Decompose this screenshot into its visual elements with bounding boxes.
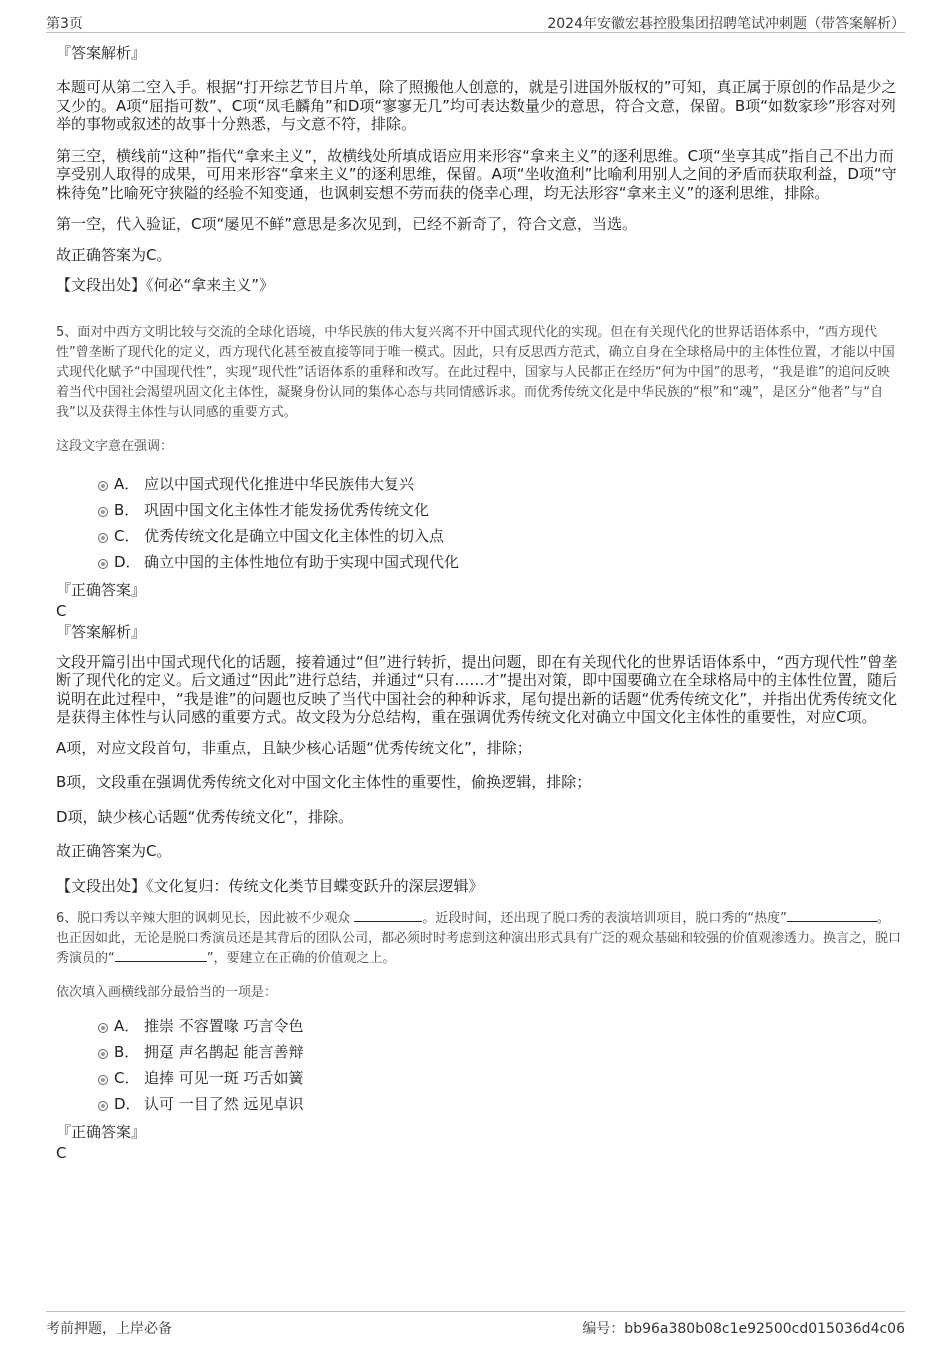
option-b[interactable]: B． 拥趸 声名鹊起 能言善辩 [56, 1039, 902, 1065]
page-footer [46, 1311, 905, 1338]
page-header [46, 10, 905, 33]
analysis-conclusion: 故正确答案为C。 [56, 842, 172, 860]
option-d[interactable]: D． 认可 一目了然 远见卓识 [56, 1091, 902, 1117]
answer-blank [354, 909, 422, 922]
analysis-paragraph: 第三空，横线前“这种”指代“拿来主义”，故横线处所填成语应用来形容“拿来主义”的逐利思维。C项“坐享其成”指自己不出力而享受别人取得的成果，可用来形容“拿来主义”的逐利思维，保留。A项“坐收渔利”比喻利用别人之间的矛盾而获取利益，D项“守株待兔”比喻死守狭隘的经验不知变通，也讽刺妄想不劳而获的侥幸心理，均无法形容“拿来主义”的逐利思维，排除。 [56, 146, 897, 202]
option-c[interactable]: C． 优秀传统文化是确立中国文化主体性的切入点 [56, 523, 902, 549]
analysis-paragraph: 文段开篇引出中国式现代化的话题，接着通过“但”进行转折，提出问题，即在有关现代化的世界话语体系中，“西方现代性”曾垄断了现代化的定义。后文通过“因此”进行总结，并通过“只有……才”提出对策，即中国要确立在全球格局中的主体性位置，随后说明在此过程中，“我是谁”的问题也反映了当代中国社会的种种诉求，尾句提出新的话题“优秀传统文化”，并指出优秀传统文化是获得主体性与认同感的重要方式。故文段为分总结构，重在强调优秀传统文化对确立中国文化主体性的重要性，对应C项。 [56, 652, 898, 726]
analysis-paragraph: B项，文段重在强调优秀传统文化对中国文化主体性的重要性，偷换逻辑，排除； [56, 773, 592, 791]
options-list [56, 1013, 902, 1117]
radio-icon[interactable] [98, 533, 108, 543]
question-prompt: 这段文字意在强调： [56, 438, 174, 454]
option-a[interactable]: A． 应以中国式现代化推进中华民族伟大复兴 [56, 471, 902, 497]
correct-answer: C [56, 1144, 67, 1162]
footer-slogan: 考前押题，上岸必备 [46, 1321, 172, 1337]
radio-icon[interactable] [98, 481, 108, 491]
analysis-paragraph: A项，对应文段首句，非重点，且缺少核心话题“优秀传统文化”，排除； [56, 738, 532, 757]
question-stem: 5、面对中西方文明比较与交流的全球化语境，中华民族的伟大复兴离不开中国式现代化的实现。但在有关现代化的世界话语体系中，“西方现代性”曾垄断了现代化的定义，西方现代化甚至被直接等同于唯一模式。因此，只有反思西方范式，确立自身在全球格局中的主体性位置，才能以中国式现代化赋予“中国现代性”，实现“现代性”话语体系的重释和改写。在此过程中，国家与人民都正在经历“何为中国”的思考，“我是谁”的追问反映着当代中国社会渴望巩固文化主体性，凝聚身份认同的集体心态与共同情感诉求。而优秀传统文化是中华民族的“根”和“魂”，是区分“他者”与“自我”以及获得主体性与认同感的重要方式。 [56, 324, 895, 420]
question-stem: 6、脱口秀以辛辣大胆的讽刺见长，因此被不少观众 。近段时间，还出现了脱口秀的表演培训项目，脱口秀的“热度” 。也正因如此，无论是脱口秀演员还是其背后的团队公司，都必须时时考虑到这种演出形式具有广泛的观众基础和较强的价值观渗透力。换言之，脱口秀演员的“ ”，要建立在正确的价值观之上。 [56, 911, 902, 966]
document-id: 编号：bb96a380b08c1e92500cd015036d4c06 [582, 1321, 905, 1337]
correct-answer-label: 『正确答案』 [56, 580, 147, 599]
source-citation: 【文段出处】《文化复归：传统文化类节目蝶变跃升的深层逻辑》 [56, 876, 484, 895]
page-number: 第3页 [46, 16, 83, 32]
radio-icon[interactable] [98, 1101, 108, 1111]
question-prompt: 依次填入画横线部分最恰当的一项是： [56, 985, 278, 1000]
radio-icon[interactable] [98, 559, 108, 569]
radio-icon[interactable] [98, 1075, 108, 1085]
answer-blank [115, 949, 207, 962]
analysis-label: 『答案解析』 [56, 622, 147, 641]
radio-icon[interactable] [98, 1049, 108, 1059]
option-a[interactable]: A． 推崇 不容置喙 巧言令色 [56, 1013, 902, 1039]
analysis-label: 『答案解析』 [56, 44, 147, 62]
analysis-paragraph: 第一空，代入验证，C项“屡见不鲜”意思是多次见到，已经不新奇了，符合文意，当选。 [56, 215, 638, 233]
analysis-paragraph: D项，缺少核心话题“优秀传统文化”，排除。 [56, 807, 354, 826]
radio-icon[interactable] [98, 507, 108, 517]
page-content [56, 42, 902, 1163]
option-c[interactable]: C． 追捧 可见一斑 巧舌如簧 [56, 1065, 902, 1091]
radio-icon[interactable] [98, 1023, 108, 1033]
answer-blank [787, 909, 877, 922]
analysis-paragraph: 本题可从第二空入手。根据“打开综艺节目片单，除了照搬他人创意的，就是引进国外版权的”可知，真正属于原创的作品是少之又少的。A项“屈指可数”、C项“凤毛麟角”和D项“寥寥无几”均可表达数量少的意思，符合文意，保留。B项“如数家珍”形容对列举的事物或叙述的故事十分熟悉，与文意不符，排除。 [56, 78, 897, 133]
option-b[interactable]: B． 巩固中国文化主体性才能发扬优秀传统文化 [56, 497, 902, 523]
correct-answer-label: 『正确答案』 [56, 1123, 147, 1141]
analysis-conclusion: 故正确答案为C。 [56, 245, 172, 264]
options-list [56, 471, 902, 575]
option-d[interactable]: D． 确立中国的主体性地位有助于实现中国式现代化 [56, 549, 902, 575]
correct-answer: C [56, 601, 67, 620]
document-title: 2024年安徽宏碁控股集团招聘笔试冲刺题（带答案解析） [547, 16, 905, 32]
source-citation: 【文段出处】《何必“拿来主义”》 [56, 276, 275, 294]
